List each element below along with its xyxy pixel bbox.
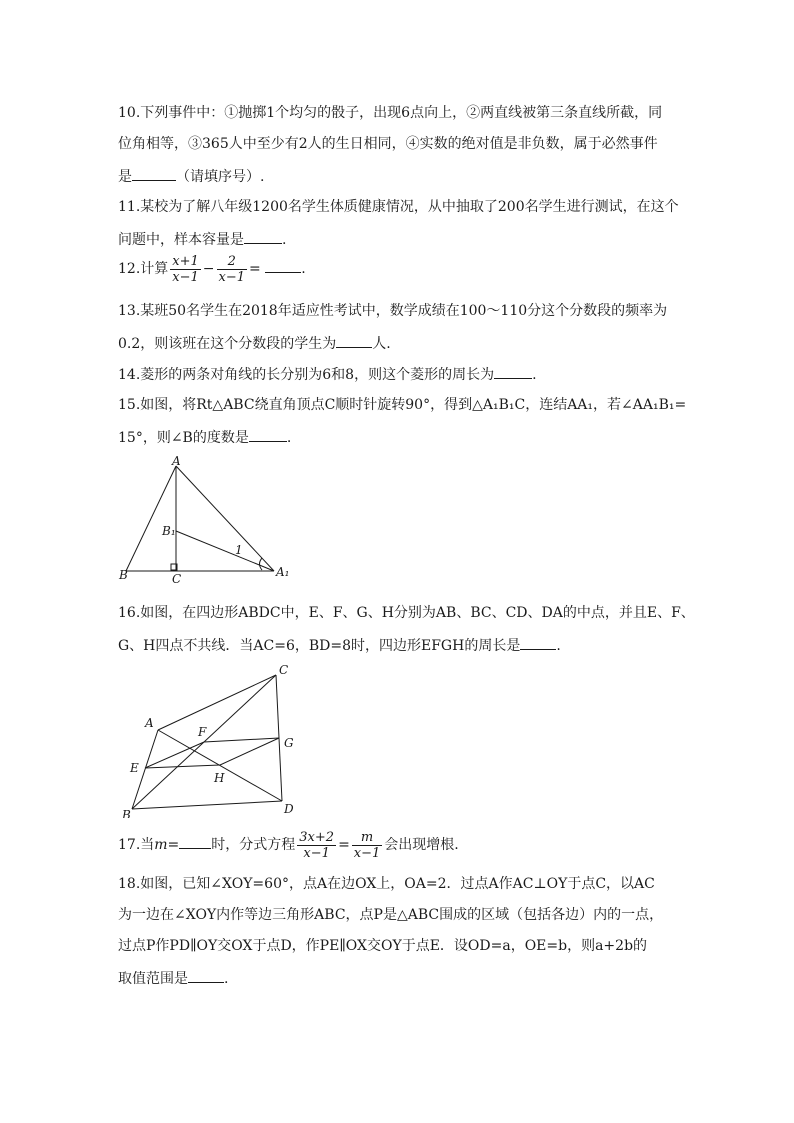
variable-m: m= (154, 837, 180, 853)
q15-text: 15°，则∠B的度数是 (118, 430, 249, 446)
answer-blank (520, 635, 556, 650)
operator: = (338, 837, 350, 853)
q13-text: 人. (372, 336, 391, 352)
label-d: D (284, 802, 294, 816)
q18-line1: 18.如图，已知∠XOY=60°，点A在边OX上，OA=2．过点A作AC⊥OY于点C，以AC (118, 876, 655, 892)
q11-line2 (118, 229, 286, 249)
answer-blank (265, 258, 301, 273)
q11-text: 问题中，样本容量是 (118, 232, 244, 248)
answer-blank (179, 834, 211, 849)
q18-line3: 过点P作PD∥OY交OX于点D，作PE∥OX交OY于点E．设OD=a，OE=b，则a+2b的 (118, 938, 648, 954)
q10-line2: 位角相等，③365人中至少有2人的生日相同，④实数的绝对值是非负数，属于必然事件 (118, 136, 658, 152)
q10-text: （请填序号）. (176, 169, 265, 185)
q12-end: . (301, 261, 306, 277)
q15-line1: 15.如图，将Rt△ABC绕直角顶点C顺时针旋转90°，得到△A₁B₁C，连结AA₁，若∠AA₁B₁= (118, 397, 687, 413)
q15-line2 (118, 427, 291, 447)
segment-ef (145, 742, 204, 768)
answer-blank (188, 968, 224, 983)
fraction-numerator: x+1 (172, 253, 199, 269)
segment-ab (126, 466, 176, 571)
label-b1: B₁ (162, 524, 176, 538)
q14-text: . (532, 367, 537, 383)
q16-text: G、H四点不共线．当AC=6，BD=8时，四边形EFGH的周长是 (118, 638, 521, 654)
fraction-denominator: x−1 (172, 269, 199, 285)
q14-line1 (118, 364, 537, 384)
answer-blank (494, 364, 532, 379)
answer-blank (244, 229, 282, 244)
q11-line1: 11.某校为了解八年级1200名学生体质健康情况，从中抽取了200名学生进行测试，在这个 (118, 199, 679, 215)
fraction-numerator: 2 (217, 254, 248, 270)
fraction-denominator: x−1 (353, 845, 381, 861)
fraction (297, 830, 336, 861)
label-f: F (198, 725, 207, 739)
label-g: G (284, 736, 294, 750)
answer-blank (132, 166, 176, 181)
fraction-denominator: x−1 (218, 269, 245, 285)
segment-ac (158, 675, 276, 730)
q12-prefix: 12.计算 (118, 261, 169, 277)
fraction-denominator: x−1 (303, 845, 330, 861)
label-angle-1: 1 (235, 543, 243, 557)
angle-arc (260, 558, 263, 570)
label-a: A (145, 716, 154, 730)
q18-text: . (224, 971, 229, 987)
label-a1: A₁ (276, 565, 290, 579)
label-a: A (172, 454, 181, 468)
q18-text: 取值范围是 (118, 971, 188, 987)
label-b: B (119, 568, 128, 582)
q12-line (118, 252, 306, 286)
q10-text: 是 (118, 169, 132, 185)
q13-line1: 13.某班50名学生在2018年适应性考试中，数学成绩在100～110分这个分数段的频率为 (118, 303, 668, 319)
figure-16 (118, 658, 308, 818)
q17-prefix: 17.当 (118, 837, 155, 853)
answer-blank (249, 427, 287, 442)
q10-line3 (118, 166, 264, 186)
label-c: C (279, 663, 289, 677)
q17-end: 会出现增根. (384, 837, 459, 853)
label-e: E (130, 761, 139, 775)
q17-text: 时，分式方程 (211, 837, 296, 853)
label-h: H (214, 771, 225, 785)
q10-line1: 10.下列事件中：①抛掷1个均匀的骰子，出现6点向上，②两直线被第三条直线所截，同 (118, 105, 663, 121)
segment-aa1 (176, 466, 274, 571)
segment-bd (132, 801, 282, 809)
q16-line1: 16.如图，在四边形ABDC中，E、F、G、H分别为AB、BC、CD、DA的中点，并且E、F、 (118, 605, 695, 621)
q14-text: 14.菱形的两条对角线的长分别为6和8，则这个菱形的周长为 (118, 367, 495, 383)
label-c: C (172, 572, 182, 584)
fraction-numerator: 3x+2 (299, 829, 335, 845)
operator: − (202, 261, 215, 277)
segment-gh (220, 738, 279, 765)
q13-line2 (118, 333, 391, 353)
q17-line (118, 828, 459, 862)
answer-blank (336, 333, 372, 348)
q13-text: 0.2，则该班在这个分数段的学生为 (118, 336, 337, 352)
q16-text: . (556, 638, 561, 654)
q15-text: . (286, 430, 292, 446)
figure-15 (110, 452, 300, 584)
fraction-numerator: m (352, 830, 383, 846)
operator: = (249, 261, 261, 277)
fraction (217, 254, 248, 285)
q18-line2: 为一边在∠XOY内作等边三角形ABC，点P是△ABC围成的区域（包括各边）内的一点， (118, 907, 664, 923)
label-b: B (122, 808, 131, 818)
q18-line4 (118, 968, 228, 988)
q11-text: . (282, 232, 287, 248)
fraction (170, 254, 201, 285)
segment-fg (204, 738, 279, 742)
q16-line2 (118, 635, 561, 655)
segment-he (145, 765, 220, 768)
fraction (352, 830, 383, 861)
